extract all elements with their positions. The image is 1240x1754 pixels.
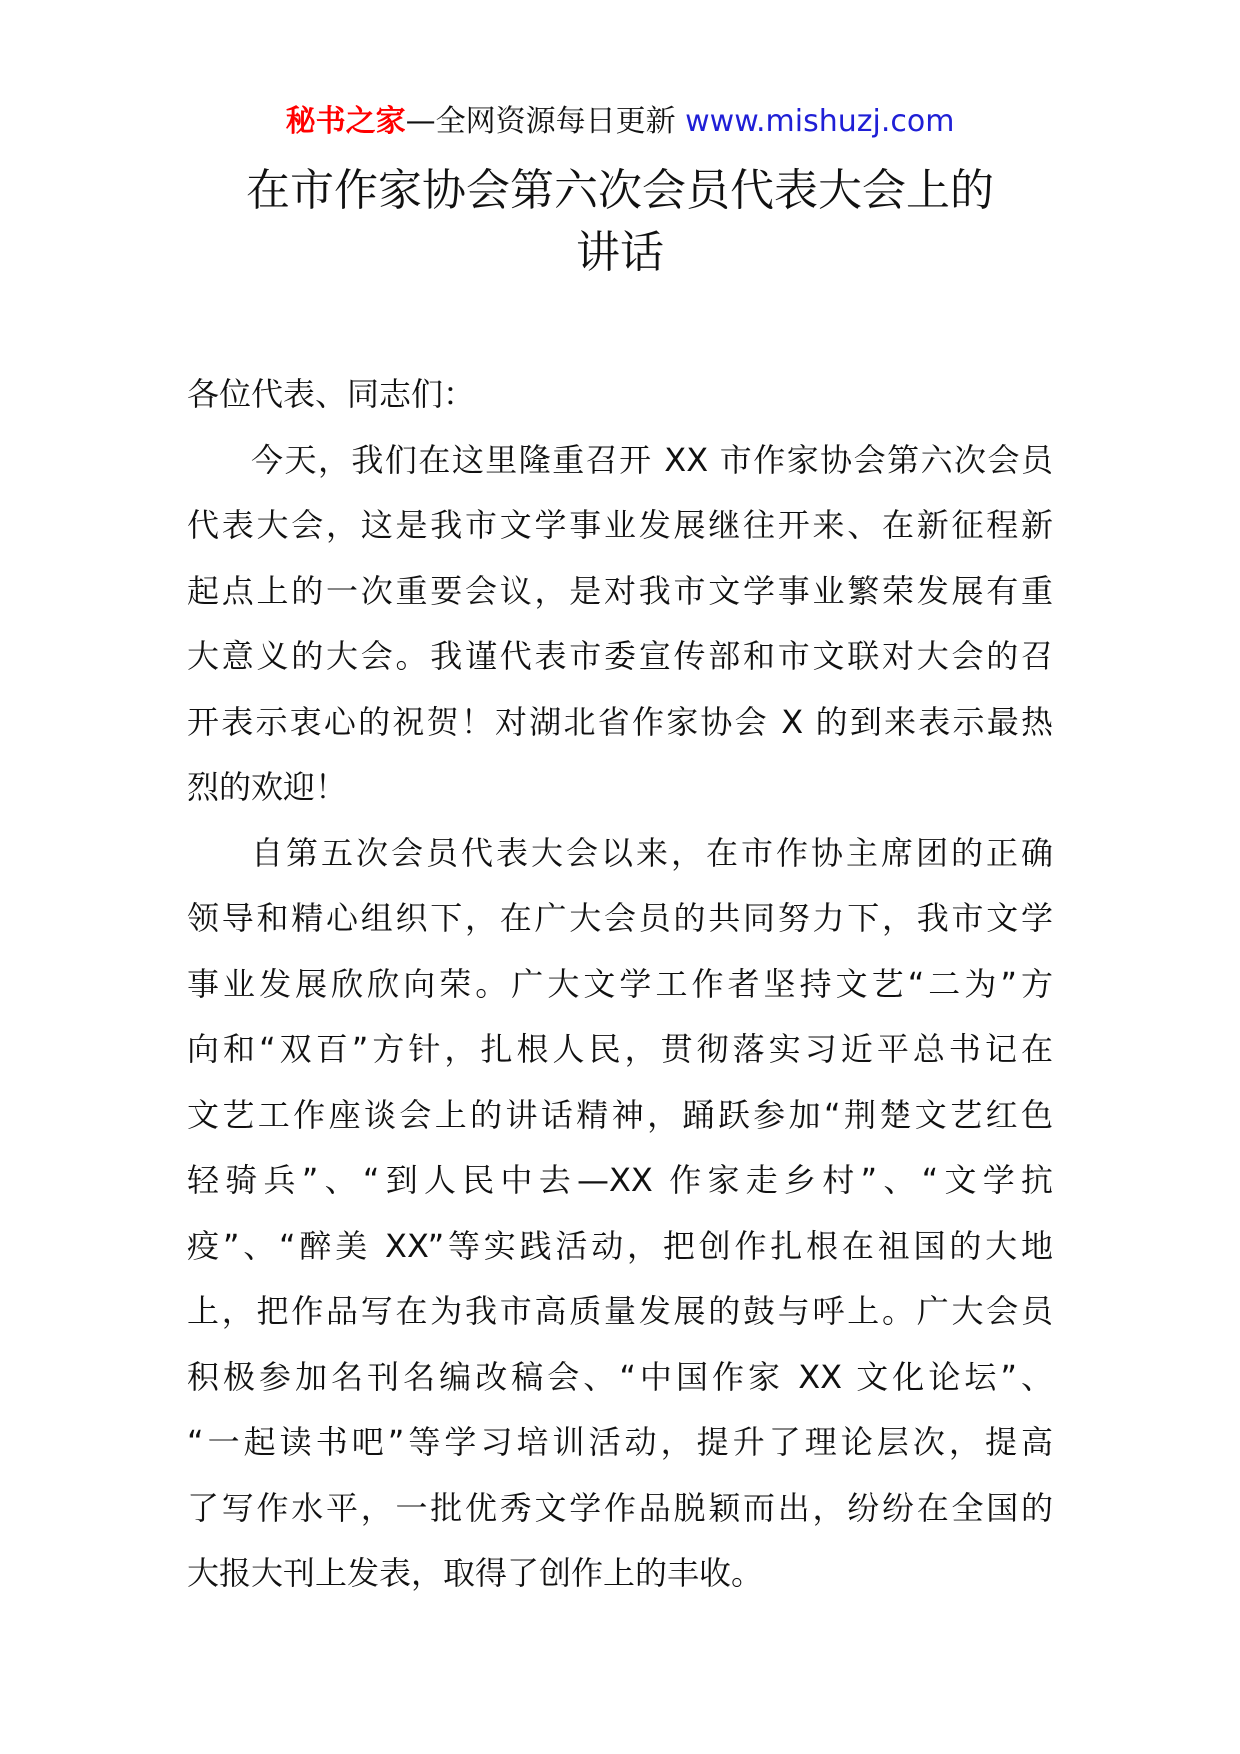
text-line: 开表示衷心的祝贺！对湖北省作家协会 X 的到来表示最热	[187, 702, 1053, 741]
brand-name: 秘书之家	[285, 104, 406, 139]
text-line: 大报大刊上发表，取得了创作上的丰收。	[187, 1554, 764, 1592]
text-line: 代表大会，这是我市文学事业发展继往开来、在新征程新	[187, 506, 1053, 544]
text-line: 疫”、“醉美 XX”等实践活动，把创作扎根在祖国的大地	[187, 1226, 1053, 1265]
document-body	[187, 362, 1053, 1607]
text-line: 起点上的一次重要会议，是对我市文学事业繁荣发展有重	[187, 571, 1053, 610]
header-tagline: —全网资源每日更新	[405, 104, 676, 139]
paragraph-2	[187, 821, 1053, 1607]
text-line: 积极参加名刊名编改稿会、“中国作家 XX 文化论坛”、	[187, 1357, 1053, 1396]
text-line: 事业发展欣欣向荣。广大文学工作者坚持文艺“二为”方	[187, 964, 1053, 1003]
text-line: 大意义的大会。我谨代表市委宣传部和市文联对大会的召	[187, 637, 1053, 675]
paragraph-1	[187, 428, 1053, 821]
site-link[interactable]: www.mishuzj.com	[685, 104, 955, 139]
text-line: 文艺工作座谈会上的讲话精神，踊跃参加“荆楚文艺红色	[187, 1095, 1053, 1134]
document-title	[0, 160, 1240, 284]
text-line: 烈的欢迎！	[187, 768, 348, 806]
title-line-1: 在市作家协会第六次会员代表大会上的	[246, 165, 994, 216]
text-line: 领导和精心组织下，在广大会员的共同努力下，我市文学	[187, 899, 1053, 937]
text-line: 向和“双百”方针，扎根人民，贯彻落实习近平总书记在	[187, 1030, 1053, 1068]
text-line: 轻骑兵”、“到人民中去—XX 作家走乡村”、“文学抗	[187, 1161, 1053, 1199]
text-line: 上，把作品写在为我市高质量发展的鼓与呼上。广大会员	[187, 1292, 1053, 1330]
site-header	[0, 102, 1240, 142]
title-line-2: 讲话	[576, 227, 664, 278]
text-line: 今天，我们在这里隆重召开 XX 市作家协会第六次会员	[251, 440, 1053, 479]
text-line: “一起读书吧”等学习培训活动，提升了理论层次，提高	[187, 1423, 1053, 1461]
salutation: 各位代表、同志们：	[187, 375, 476, 413]
text-line: 自第五次会员代表大会以来，在市作协主席团的正确	[251, 833, 1053, 872]
text-line: 了写作水平，一批优秀文学作品脱颖而出，纷纷在全国的	[187, 1488, 1053, 1527]
